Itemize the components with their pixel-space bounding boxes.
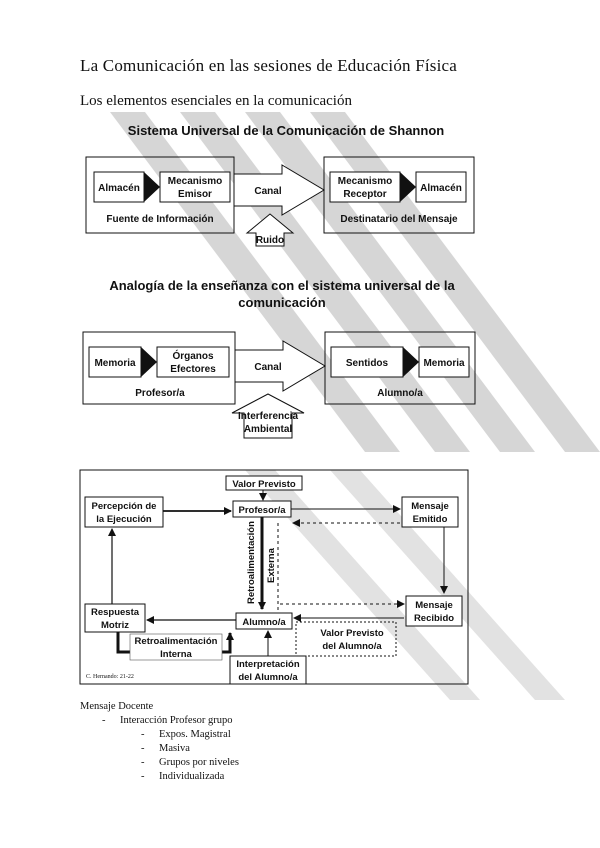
credit-label: C. Hernando: 21-22 xyxy=(86,674,134,680)
respuesta-label-2: Motriz xyxy=(101,620,129,631)
valor-previsto-alumno-label-1: Valor Previsto xyxy=(320,628,384,639)
memoria-left-label: Memoria xyxy=(94,358,136,369)
mecanismo-emisor-label-2: Emisor xyxy=(178,189,212,200)
retro-vertical-label: Retroalimentación xyxy=(246,521,257,604)
profesor-label: Profesor/a xyxy=(135,388,185,399)
ruido-label: Ruido xyxy=(255,235,285,246)
almacen-right-label: Almacén xyxy=(420,183,462,194)
list-item-text: Interacción Profesor grupo xyxy=(120,715,233,726)
list-subitem: - Expos. Magistral xyxy=(141,729,231,740)
destinatario-label: Destinatario del Mensaje xyxy=(340,214,458,225)
mecanismo-receptor-label-2: Receptor xyxy=(343,189,387,200)
section-subtitle: Los elementos esenciales en la comunicación xyxy=(80,93,352,109)
list-item: - Interacción Profesor grupo xyxy=(102,715,233,726)
mensaje-recibido-label-2: Recibido xyxy=(413,613,455,624)
respuesta-label-1: Respuesta xyxy=(90,607,140,618)
almacen-left-label: Almacén xyxy=(98,183,140,194)
fuente-label: Fuente de Información xyxy=(106,214,214,225)
mensaje-docente-list xyxy=(80,700,239,784)
canal-label: Canal xyxy=(254,186,282,197)
list-subitem-text: Individualizada xyxy=(159,771,225,782)
canal2-label: Canal xyxy=(254,362,282,373)
valor-previsto-label: Valor Previsto xyxy=(232,479,296,490)
interferencia-label-1: Interferencia xyxy=(237,411,299,422)
retro-interna-label-2: Interna xyxy=(160,649,192,660)
profesor-fb-label: Profesor/a xyxy=(238,505,286,516)
mensaje-recibido-label-1: Mensaje xyxy=(415,600,453,611)
percepcion-label-1: Percepción de xyxy=(91,501,157,512)
retro-interna-label-1: Retroalimentación xyxy=(134,636,218,647)
mecanismo-receptor-label-1: Mecanismo xyxy=(337,176,393,187)
analogia-title-1: Analogía de la enseñanza con el sistema universal de la xyxy=(109,278,455,293)
list-title: Mensaje Docente xyxy=(80,701,154,712)
analogia-title-2: comunicación xyxy=(238,295,326,310)
alumno-label: Alumno/a xyxy=(377,388,423,399)
interferencia-label-2: Ambiental xyxy=(243,424,293,435)
mensaje-emitido-label-2: Emitido xyxy=(412,514,448,525)
mensaje-emitido-label-1: Mensaje xyxy=(411,501,449,512)
list-subitem-text: Grupos por niveles xyxy=(159,757,239,768)
list-subitem-text: Expos. Magistral xyxy=(159,729,231,740)
alumno-fb-label: Alumno/a xyxy=(242,617,286,628)
page-title: La Comunicación en las sesiones de Educación Física xyxy=(80,56,458,75)
mecanismo-emisor-label-1: Mecanismo xyxy=(167,176,223,187)
percepcion-label-2: la Ejecución xyxy=(96,514,152,525)
interpretacion-label-1: Interpretación xyxy=(236,659,300,670)
valor-previsto-alumno-label-2: del Alumno/a xyxy=(322,641,382,652)
list-subitem: - Grupos por niveles xyxy=(141,757,239,768)
organos-label-2: Efectores xyxy=(170,364,216,375)
list-subitem: - Masiva xyxy=(141,743,190,754)
list-subitem: - Individualizada xyxy=(141,771,225,782)
shannon-title: Sistema Universal de la Comunicación de Shannon xyxy=(127,123,445,138)
memoria-right-label: Memoria xyxy=(423,358,465,369)
organos-label-1: Órganos xyxy=(172,351,214,362)
sentidos-label: Sentidos xyxy=(345,358,389,369)
interpretacion-label-2: del Alumno/a xyxy=(238,672,298,683)
externa-label: Externa xyxy=(266,548,277,583)
list-subitem-text: Masiva xyxy=(159,743,190,754)
